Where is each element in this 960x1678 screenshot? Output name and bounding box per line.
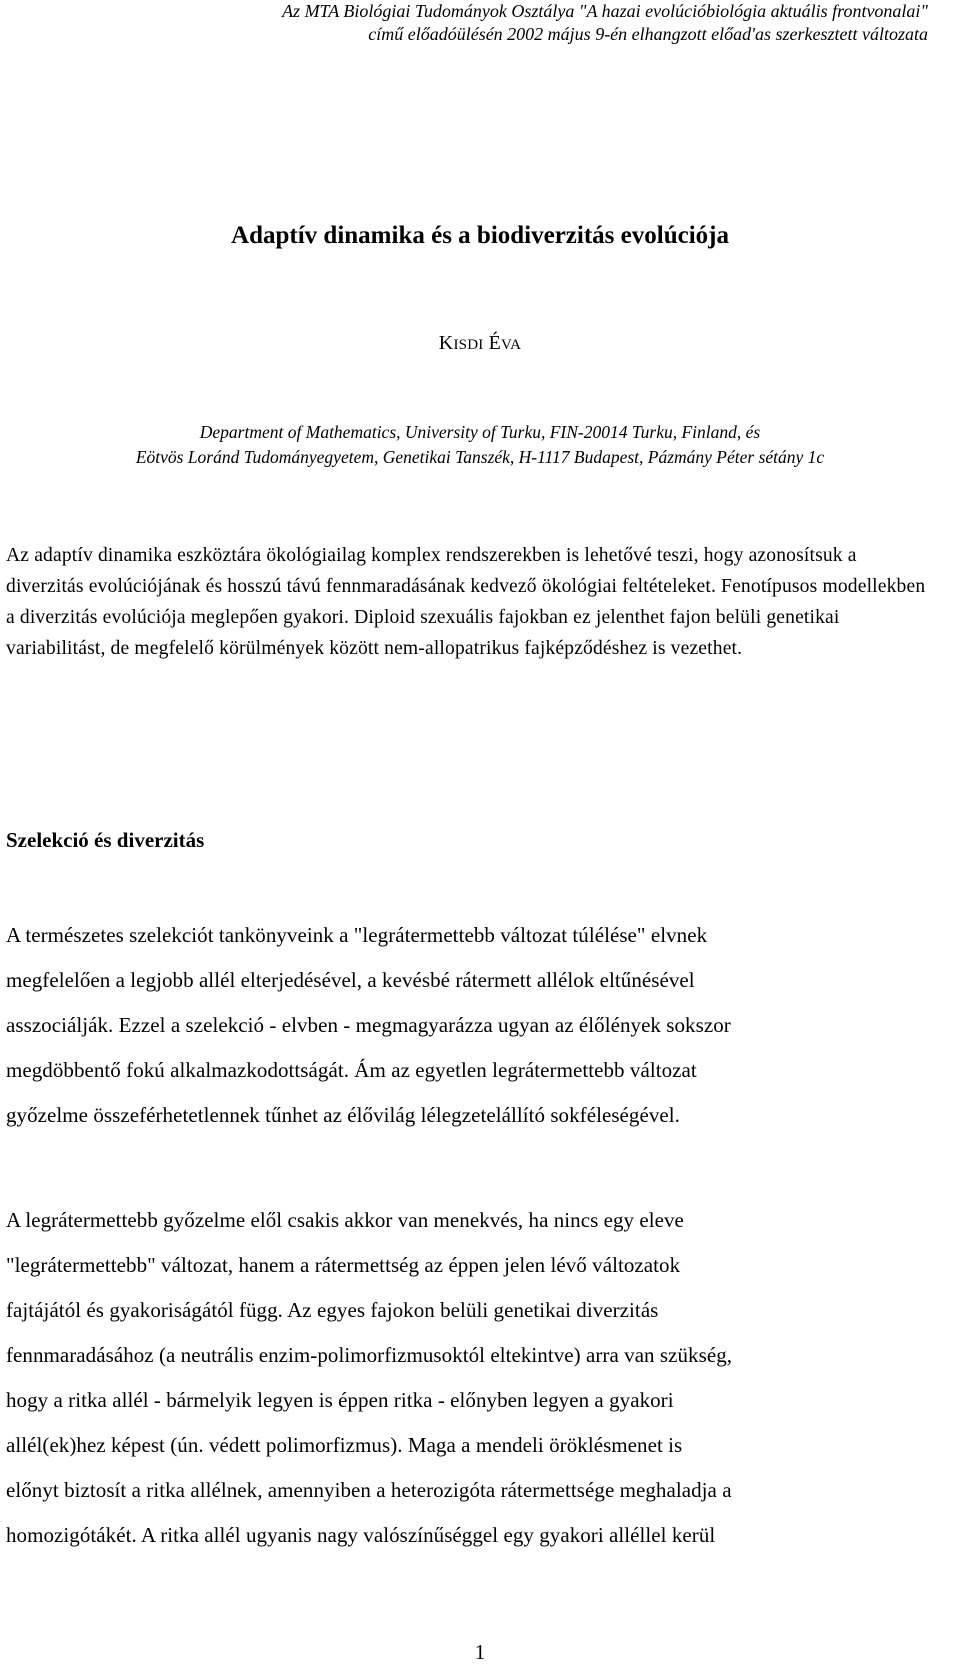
paragraph-line: megdöbbentő fokú alkalmazkodottságát. Ám az egyetlen legrátermettebb változat: [6, 1058, 697, 1082]
section-heading: Szelekció és diverzitás: [6, 828, 205, 852]
body-paragraph-1: [6, 913, 930, 1138]
paragraph-line: fajtájától és gyakoriságától függ. Az egyes fajokon belüli genetikai diverzitás: [6, 1298, 659, 1322]
page-number: 1: [474, 1640, 486, 1664]
paragraph-line: fennmaradásához (a neutrális enzim-polimorfizmusoktól eltekintve) arra van szükség,: [6, 1343, 733, 1367]
author-name: [0, 332, 960, 355]
paragraph-line: A legrátermettebb győzelme elől csakis akkor van menekvés, ha nincs egy eleve: [6, 1208, 684, 1232]
paragraph-line: hogy a ritka allél - bármelyik legyen is éppen ritka - előnyben legyen a gyakori: [6, 1388, 674, 1412]
author-rest-1: ISDI: [453, 337, 484, 353]
paragraph-line: előnyt biztosít a ritka allélnek, amennyiben a heterozigóta rátermettsége meghaladja a: [6, 1478, 732, 1502]
header-note: [0, 0, 928, 46]
author-affiliation: [0, 420, 960, 470]
author-rest-2: VA: [501, 337, 522, 353]
abstract-text: Az adaptív dinamika eszköztára ökológiailag komplex rendszerekben is lehetővé teszi, hogy azonosítsuk a diverzitás evolúciójának és hosszú távú fennmaradásának kedvező ökológiai feltételeket. Fenotípusos modellekben a diverzitás evolúciója meglepően gyakori. Diploid szexuális fajokban ez jelenthet fajon belüli genetikai variabilitást, de megfelelő körülmények között nem-allopatrikus fajképződéshez is vezethet.: [6, 545, 926, 659]
paragraph-line: homozigótákét. A ritka allél ugyanis nagy valószínűséggel egy gyakori alléllel kerül: [6, 1523, 716, 1547]
paragraph-line: győzelme összeférhetetlennek tűnhet az élővilág lélegzetelállító sokféleségével.: [6, 1103, 680, 1127]
body-paragraph-2: [6, 1198, 930, 1558]
header-note-line-1: Az MTA Biológiai Tudományok Osztálya "A hazai evolúcióbiológia aktuális frontvonalai": [282, 1, 928, 21]
paragraph-line: "legrátermettebb" változat, hanem a rátermettség az éppen jelen lévő változatok: [6, 1253, 681, 1277]
author-initial-1: K: [438, 332, 454, 354]
paragraph-line: asszociálják. Ezzel a szelekció - elvben - megmagyarázza ugyan az élőlények sokszor: [6, 1013, 731, 1037]
author-initial-2: É: [488, 332, 502, 354]
abstract: [6, 540, 926, 664]
header-note-line-2: című előadóülésén 2002 május 9-én elhangzott előad'as szerkesztett változata: [368, 24, 928, 44]
paragraph-line: A természetes szelekciót tankönyveink a "legrátermettebb változat túlélése" elvnek: [6, 923, 708, 947]
paragraph-line: allél(ek)hez képest (ún. védett polimorfizmus). Maga a mendeli öröklésmenet is: [6, 1433, 683, 1457]
affiliation-line-1: Department of Mathematics, University of Turku, FIN-20014 Turku, Finland, és: [199, 422, 761, 442]
document-title: Adaptív dinamika és a biodiverzitás evolúciója: [231, 222, 729, 249]
paragraph-line: megfelelően a legjobb allél elterjedésével, a kevésbé rátermett allélok eltűnésével: [6, 968, 695, 992]
affiliation-line-2: Eötvös Loránd Tudományegyetem, Genetikai Tanszék, H-1117 Budapest, Pázmány Péter sétány 1c: [135, 447, 825, 467]
